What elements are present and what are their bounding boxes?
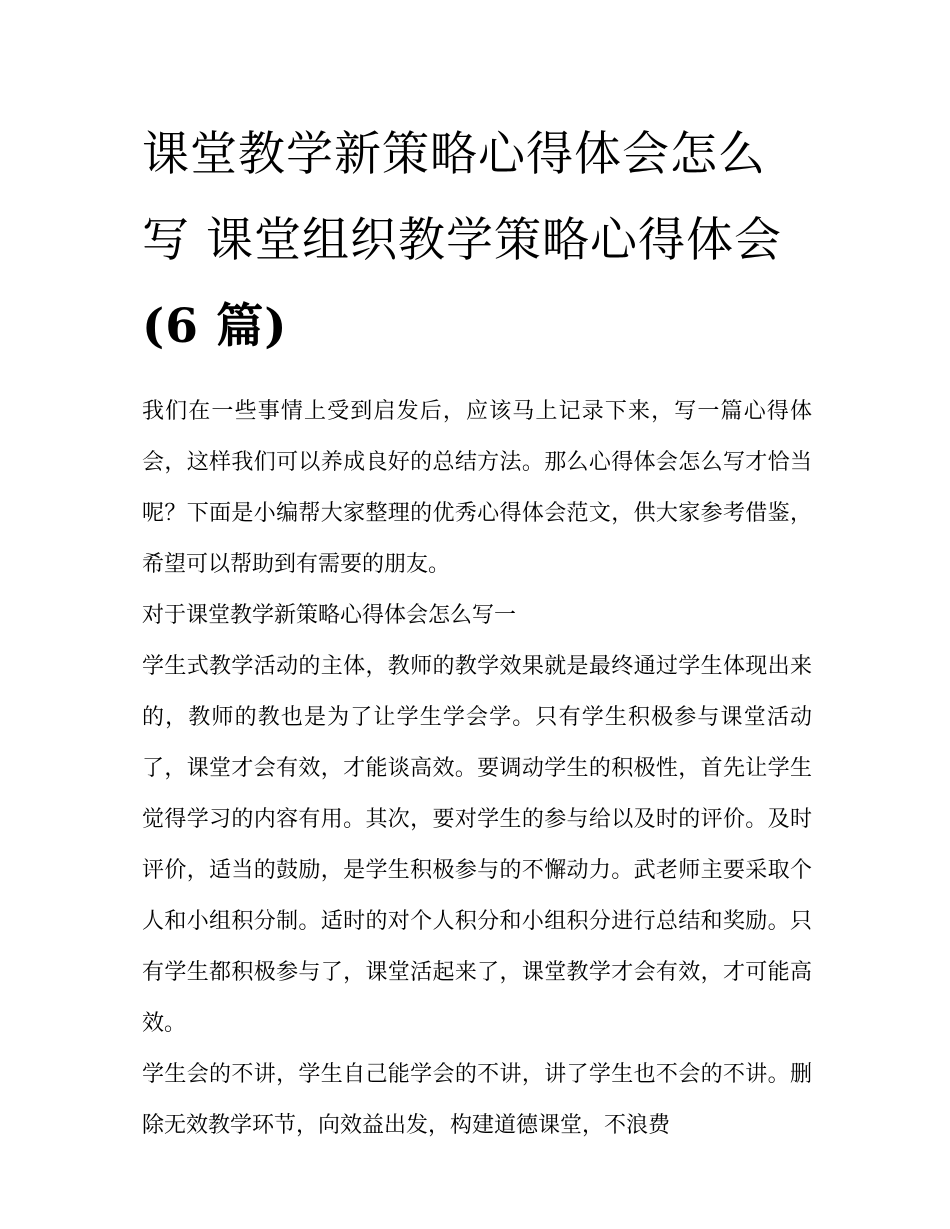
- title-text: 课堂教学新策略心得体会怎么写 课堂组织教学策略心得体会: [142, 127, 782, 268]
- title-count: (6 篇): [142, 299, 288, 354]
- body-paragraph: 学生会的不讲，学生自己能学会的不讲，讲了学生也不会的不讲。删除无效教学环节，向效益出发，构建道德课堂，不浪费: [142, 1062, 812, 1138]
- document-title: [142, 112, 812, 370]
- intro-paragraph: 我们在一些事情上受到启发后，应该马上记录下来，写一篇心得体会，这样我们可以养成良好的总结方法。那么心得体会怎么写才恰当呢？下面是小编帮大家整理的优秀心得体会范文，供大家参考借鉴，希望可以帮助到有需要的朋友。: [142, 399, 812, 577]
- body-paragraph: 学生式教学活动的主体，教师的教学效果就是最终通过学生体现出来的，教师的教也是为了让学生学会学。只有学生积极参与课堂活动了，课堂才会有效，才能谈高效。要调动学生的积极性，首先让学生觉得学习的内容有用。其次，要对学生的参与给以及时的评价。及时评价，适当的鼓励，是学生积极参与的不懈动力。武老师主要采取个人和小组积分制。适时的对个人积分和小组积分进行总结和奖励。只有学生都积极参与了，课堂活起来了，课堂教学才会有效，才可能高效。: [142, 654, 812, 1036]
- document-page: [142, 112, 812, 1151]
- section-heading: 对于课堂教学新策略心得体会怎么写一: [142, 603, 517, 628]
